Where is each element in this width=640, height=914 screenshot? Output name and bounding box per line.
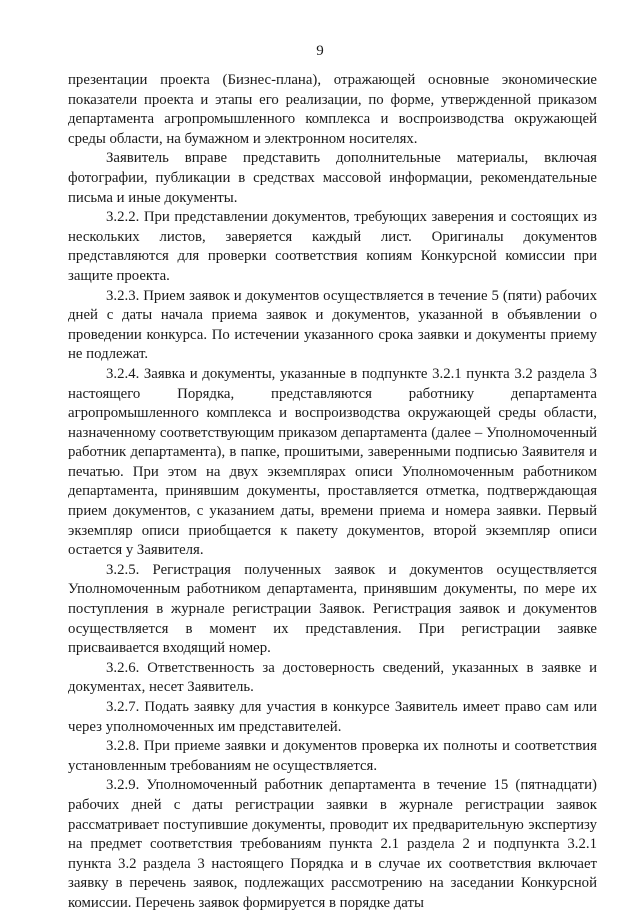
paragraph-presentation-continuation: презентации проекта (Бизнес-плана), отражающей основные экономические показатели проекта и этапы его реализации, по форме, утвержденной приказом департамента агропромышленного комплекса и воспроизводства окружающей среды области, на бумажном и электронном носителях. xyxy=(68,72,597,147)
paragraph-3-2-5: 3.2.5. Регистрация полученных заявок и документов осуществляется Уполномоченным работником департамента, принявшим документы, по мере их поступления в журнале регистрации Заявок. Регистрация заявок и документов осуществляется в момент их представления. При регистрации заявке присваивается входящий номер. xyxy=(68,561,597,657)
paragraph-3-2-6: 3.2.6. Ответственность за достоверность сведений, указанных в заявке и документах, несет Заявитель. xyxy=(68,659,597,696)
page-number: 9 xyxy=(316,43,324,59)
paragraph-additional-materials: Заявитель вправе представить дополнительные материалы, включая фотографии, публикации в средствах массовой информации, рекомендательные письма и иные документы. xyxy=(68,150,597,206)
paragraph-3-2-3: 3.2.3. Прием заявок и документов осуществляется в течение 5 (пяти) рабочих дней с даты начала приема заявок и документов, указанной в объявлении о проведении конкурса. По истечении указанного срока заявки и документы приему не подлежат. xyxy=(68,287,597,363)
document-body xyxy=(68,71,597,914)
paragraph-3-2-4: 3.2.4. Заявка и документы, указанные в подпункте 3.2.1 пункта 3.2 раздела 3 настоящего Порядка, представляются работнику департамента агропромышленного комплекса и воспроизводства окружающей среды области, назначенному соответствующим приказом департамента (далее – Уполномоченный работник департамента), в папке, прошитыми, заверенными подписью Заявителя и печатью. При этом на двух экземплярах описи Уполномоченным работником департамента, принявшим документы, проставляется отметка, подтверждающая прием документов, с указанием даты, времени приема и номера заявки. Первый экземпляр описи приобщается к пакету документов, второй экземпляр описи остается у Заявителя. xyxy=(68,365,597,559)
paragraph-3-2-8: 3.2.8. При приеме заявки и документов проверка их полноты и соответствия установленным требованиям не осуществляется. xyxy=(68,738,597,774)
paragraph-3-2-9: 3.2.9. Уполномоченный работник департамента в течение 15 (пятнадцати) рабочих дней с даты регистрации заявки в журнале регистрации заявок рассматривает поступившие документы, проводит их предварительную экспертизу на предмет соответствия требованиям пункта 2.1 раздела 2 и подпункта 3.2.1 пункта 3.2 раздела 3 настоящего Порядка и в случае их соответствия включает заявку в перечень заявок, подлежащих рассмотрению на заседании Конкурсной комиссии. Перечень заявок формируется в порядке даты xyxy=(68,777,597,911)
paragraph-3-2-2: 3.2.2. При представлении документов, требующих заверения и состоящих из нескольких листов, заверяется каждый лист. Оригиналы документов представляются для проверки соответствия копиям Конкурсной комиссии при защите проекта. xyxy=(68,209,597,284)
paragraph-3-2-7: 3.2.7. Подать заявку для участия в конкурсе Заявитель имеет право сам или через уполномоченных им представителей. xyxy=(68,699,597,735)
